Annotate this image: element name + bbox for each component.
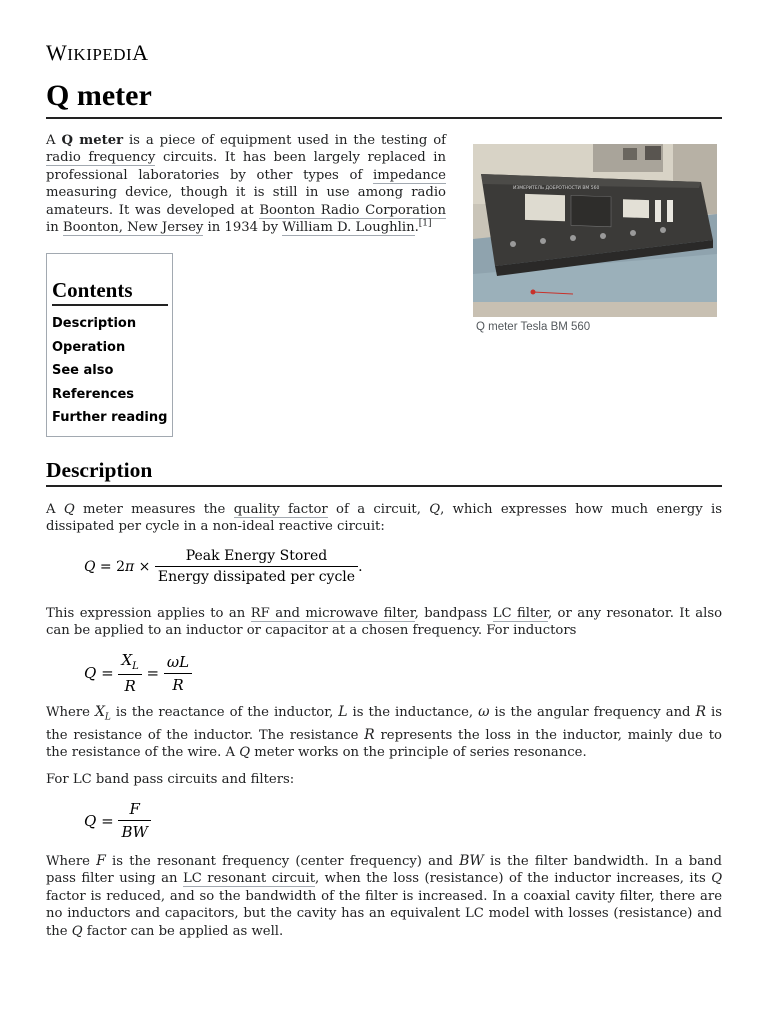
link-radio-frequency[interactable]: radio frequency	[46, 150, 156, 166]
toc-item-description[interactable]: Description	[52, 316, 137, 331]
link-impedance[interactable]: impedance	[373, 167, 446, 183]
reference-1[interactable]: [1]	[418, 218, 432, 229]
equation-q-bandwidth: Q = $\frac{F}{BW}$	[84, 800, 151, 841]
infobox-figure	[473, 144, 717, 333]
link-lc-resonant-circuit[interactable]: LC resonant circuit	[182, 871, 316, 887]
equation-q-inductor: Q = $\frac{X_L}{R}$ = $\frac{\omega L}{R}$	[84, 651, 192, 695]
toc-item-references[interactable]: References	[52, 386, 135, 402]
link-rf-microwave-filter[interactable]: RF and microwave filter	[250, 606, 415, 621]
equation-q-energy: Q = 2π × $\frac{\text{Peak Energy Stored}}{\text{Energy dissipated per cycle}}$ .	[84, 548, 363, 585]
link-william-loughlin[interactable]: William D. Loughlin	[282, 220, 415, 236]
description-paragraph-1: A Q meter measures the quality factor of a circuit, Q, which expresses how much energy is dissipated per cycle in a non-ideal reactive circuit:	[46, 502, 722, 535]
link-boonton-new-jersey[interactable]: Boonton, New Jersey	[62, 220, 204, 236]
wikipedia-wordmark[interactable]: WIKIPEDIA	[46, 40, 149, 65]
figure-caption: Q meter Tesla BM 560	[476, 321, 591, 333]
toc-title: Contents	[52, 278, 168, 306]
toc-item-operation[interactable]: Operation	[52, 339, 126, 355]
description-paragraph-4: For LC band pass circuits and filters:	[46, 772, 295, 787]
description-paragraph-5: Where F is the resonant frequency (center frequency) and BW is the filter bandwidth. In a band pass filter using an LC resonant circuit, when the loss (resistance) of the inductor increases, its Q factor is reduced, and so the bandwidth of the filter is increased. In a coaxial cavity filter, there are no inductors and capacitors, but the cavity has an equivalent LC model with losses (resistance) and the Q factor can be applied as well.	[46, 853, 723, 939]
link-boonton-radio-corporation[interactable]: Boonton Radio Corporation	[259, 202, 446, 218]
bold-term: Q meter	[61, 133, 124, 148]
intro-paragraph: A Q meter is a piece of equipment used in the testing of radio frequency circuits. It has been largely replaced in professional laboratories by other types of impedance measuring device, though it is still in use among radio amateurs. It was developed at Boonton Radio Corporation in Boonton, New Jersey in 1934 by William D. Loughlin.[1]	[46, 133, 447, 236]
q-meter-photo[interactable]	[473, 144, 717, 317]
toc-item-see-also[interactable]: See also	[52, 363, 114, 378]
link-quality-factor[interactable]: quality factor	[233, 502, 328, 517]
description-paragraph-3: Where $X_L$ is the reactance of the inductor, L is the inductance, ω is the angular frequency and R is the resistance of the inductor. The resistance R represents the loss in the inductor, mainly due to the resistance of the wire. A Q meter works on the principle of series resonance.	[46, 704, 722, 761]
table-of-contents	[46, 253, 173, 437]
toc-item-further-reading[interactable]: Further reading	[52, 410, 168, 425]
page-title: Q meter	[46, 76, 722, 119]
section-heading-description: Description	[46, 456, 722, 487]
description-paragraph-2: This expression applies to an RF and microwave filter, bandpass LC filter, or any resonator. It also can be applied to an inductor or capacitor at a chosen frequency. For inductors	[46, 606, 723, 639]
link-lc-filter[interactable]: LC filter	[492, 606, 548, 621]
panel-label: ИЗМЕРИТЕЛЬ ДОБРОТНОСТИ ВМ 560	[513, 186, 600, 191]
